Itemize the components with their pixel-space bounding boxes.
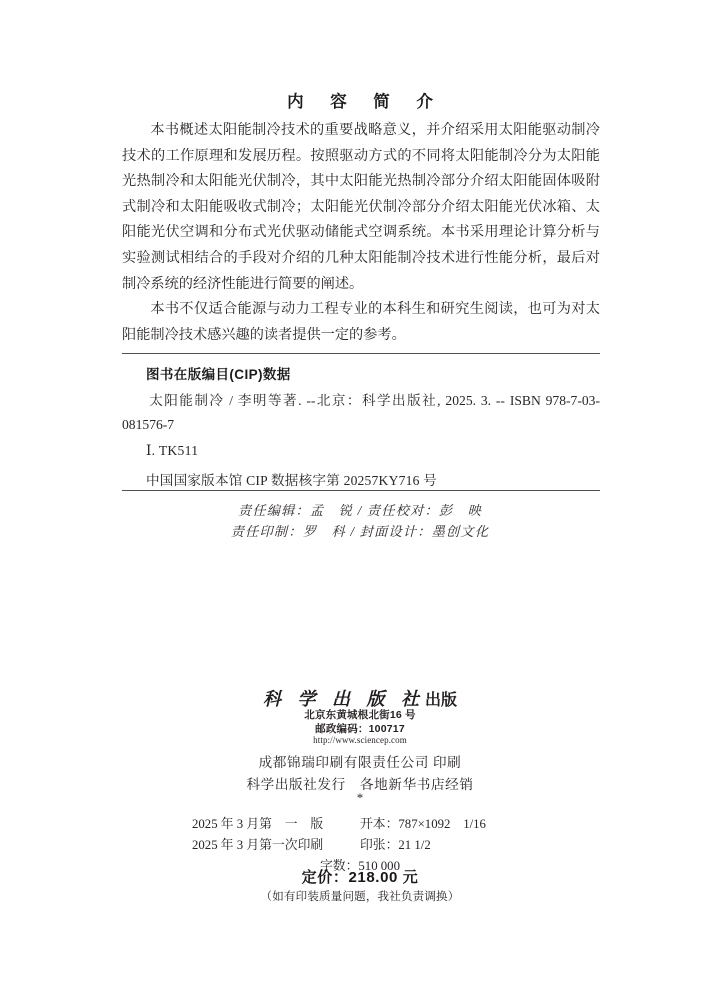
printer-line: 成都锦瑞印刷有限责任公司 印刷 xyxy=(258,755,462,770)
format-label: 开本：787×1092 1/16 xyxy=(360,817,486,831)
abstract-body xyxy=(122,118,600,348)
cip-classification: Ⅰ. TK511 xyxy=(146,443,199,458)
credit-line-editor: 责任编辑：孟 锐 / 责任校对：彭 映 xyxy=(237,503,483,518)
imprint-row-printing xyxy=(0,835,720,856)
divider-top xyxy=(122,353,600,354)
asterisk-separator: * xyxy=(356,790,364,805)
exchange-note: （如有印装质量问题，我社负责调换） xyxy=(260,891,460,903)
cip-entry xyxy=(122,389,600,437)
publisher-logo-tail: 出版 xyxy=(424,692,457,709)
price-label: 定价：218.00 元 xyxy=(301,869,419,886)
publisher-website[interactable]: http://www.sciencep.com xyxy=(313,735,407,745)
publisher-logo-mark: 科 学 出 版 社 xyxy=(262,689,425,709)
cip-entry-text: 太阳能制冷 / 李明等著. --北京：科学出版社, 2025. 3. -- ISBN 978-7-03-081576-7 xyxy=(122,393,600,432)
publisher-address: 北京东黄城根北街16 号 xyxy=(304,709,416,721)
divider-middle xyxy=(122,490,600,491)
edition-date: 2025 年 3 月第 一 版 xyxy=(192,817,324,831)
imprint-row-edition xyxy=(0,814,720,835)
distributor-line: 科学出版社发行 各地新华书店经销 xyxy=(246,777,474,792)
cip-record-number: 中国国家版本馆 CIP 数据核字第 20257KY716 号 xyxy=(146,473,437,488)
staff-credits xyxy=(0,500,720,542)
sheets-label: 印张：21 1/2 xyxy=(360,838,431,852)
abstract-paragraph-1: 本书概述太阳能制冷技术的重要战略意义，并介绍采用太阳能驱动制冷技术的工作原理和发展历程。按照驱动方式的不同将太阳能制冷分为太阳能光热制冷和太阳能光伏制冷，其中太阳能光热制冷部分介绍太阳能固体吸附式制冷和太阳能吸收式制冷；太阳能光伏制冷部分介绍太阳能光伏冰箱、太阳能光伏空调和分布式光伏驱动储能式空调系统。本书采用理论计算分析与实验测试相结合的手段对介绍的几种太阳能制冷技术进行性能分析，最后对制冷系统的经济性能进行简要的阐述。 xyxy=(122,122,600,292)
publisher-zipcode: 邮政编码：100717 xyxy=(315,723,405,735)
print-date: 2025 年 3 月第一次印刷 xyxy=(192,838,324,852)
cip-heading: 图书在版编目(CIP)数据 xyxy=(146,367,291,382)
page-title: 内 容 简 介 xyxy=(287,93,444,111)
credit-line-production: 责任印制：罗 科 / 封面设计：墨创文化 xyxy=(230,524,490,539)
word-count: 字数：510 000 xyxy=(320,859,400,873)
abstract-paragraph-2: 本书不仅适合能源与动力工程专业的本科生和研究生阅读，也可为对太阳能制冷技术感兴趣的读者提供一定的参考。 xyxy=(122,301,600,343)
